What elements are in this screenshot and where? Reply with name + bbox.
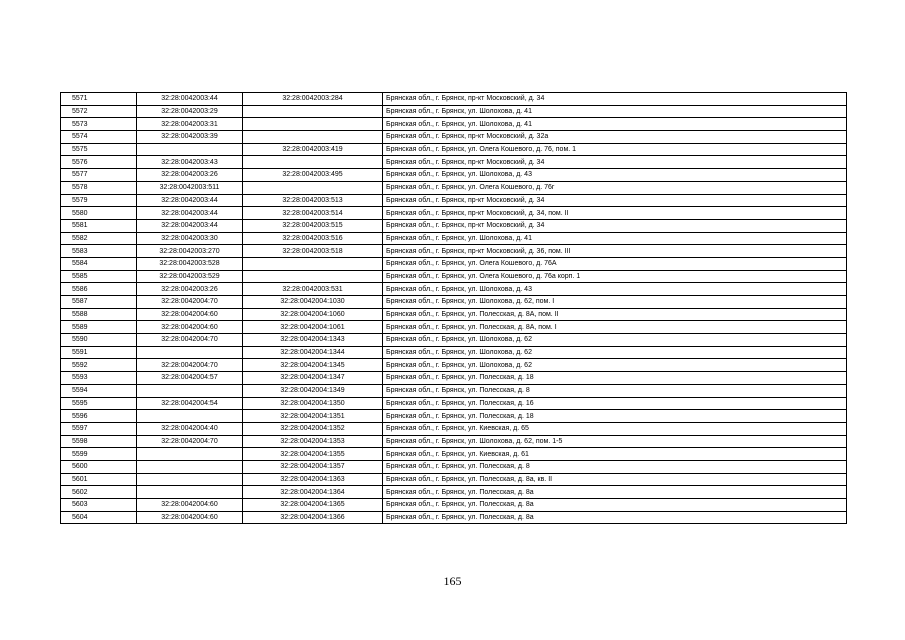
address-cell: Брянская обл., г. Брянск, ул. Шолохова, д. 41 xyxy=(383,105,847,118)
row-number-cell: 5579 xyxy=(61,194,137,207)
cadastral-number-cell: 32:28:0042004:1352 xyxy=(243,422,383,435)
row-number-cell: 5591 xyxy=(61,346,137,359)
table-row xyxy=(61,156,847,169)
table-row xyxy=(61,460,847,473)
table-row xyxy=(61,105,847,118)
address-cell: Брянская обл., г. Брянск, ул. Полесская, д. 8а xyxy=(383,511,847,524)
table-row xyxy=(61,93,847,106)
table-row xyxy=(61,346,847,359)
row-number-cell: 5598 xyxy=(61,435,137,448)
page-number: 165 xyxy=(443,574,462,588)
address-cell: Брянская обл., г. Брянск, ул. Полесская, д. 8А, пом. II xyxy=(383,308,847,321)
cadastral-number-cell: 32:28:0042003:514 xyxy=(243,207,383,220)
address-cell: Брянская обл., г. Брянск, ул. Шолохова, д. 41 xyxy=(383,118,847,131)
table-row xyxy=(61,207,847,220)
address-cell: Брянская обл., г. Брянск, пр-кт Московский, д. 34 xyxy=(383,194,847,207)
table-row xyxy=(61,296,847,309)
row-number-cell: 5588 xyxy=(61,308,137,321)
table-row xyxy=(61,334,847,347)
row-number-cell: 5596 xyxy=(61,410,137,423)
address-cell: Брянская обл., г. Брянск, ул. Шолохова, д. 43 xyxy=(383,283,847,296)
parent-cadastral-number-cell xyxy=(137,448,243,461)
address-cell: Брянская обл., г. Брянск, ул. Олега Кошевого, д. 76г xyxy=(383,181,847,194)
parent-cadastral-number-cell: 32:28:0042003:26 xyxy=(137,283,243,296)
cadastral-number-cell: 32:28:0042004:1343 xyxy=(243,334,383,347)
address-cell: Брянская обл., г. Брянск, ул. Полесская, д. 8 xyxy=(383,460,847,473)
parent-cadastral-number-cell: 32:28:0042004:54 xyxy=(137,397,243,410)
address-cell: Брянская обл., г. Брянск, ул. Шолохова, д. 43 xyxy=(383,169,847,182)
cadastral-number-cell: 32:28:0042004:1364 xyxy=(243,486,383,499)
address-cell: Брянская обл., г. Брянск, пр-кт Московский, д. 34 xyxy=(383,156,847,169)
table-row xyxy=(61,486,847,499)
table-row xyxy=(61,359,847,372)
parent-cadastral-number-cell: 32:28:0042004:70 xyxy=(137,435,243,448)
cadastral-number-cell xyxy=(243,181,383,194)
cadastral-number-cell: 32:28:0042004:1350 xyxy=(243,397,383,410)
row-number-cell: 5580 xyxy=(61,207,137,220)
parent-cadastral-number-cell: 32:28:0042004:70 xyxy=(137,359,243,372)
cadastral-number-cell: 32:28:0042004:1351 xyxy=(243,410,383,423)
parent-cadastral-number-cell: 32:28:0042004:60 xyxy=(137,499,243,512)
parent-cadastral-number-cell: 32:28:0042003:528 xyxy=(137,257,243,270)
table-row xyxy=(61,473,847,486)
parent-cadastral-number-cell: 32:28:0042004:60 xyxy=(137,511,243,524)
cadastral-number-cell: 32:28:0042004:1349 xyxy=(243,384,383,397)
row-number-cell: 5600 xyxy=(61,460,137,473)
parent-cadastral-number-cell: 32:28:0042003:39 xyxy=(137,131,243,144)
parent-cadastral-number-cell: 32:28:0042003:44 xyxy=(137,194,243,207)
cadastral-number-cell xyxy=(243,156,383,169)
row-number-cell: 5599 xyxy=(61,448,137,461)
cadastral-number-cell xyxy=(243,270,383,283)
table-row xyxy=(61,181,847,194)
address-cell: Брянская обл., г. Брянск, ул. Шолохова, д. 62 xyxy=(383,346,847,359)
table-row xyxy=(61,397,847,410)
parent-cadastral-number-cell: 32:28:0042004:57 xyxy=(137,372,243,385)
cadastral-number-cell: 32:28:0042004:1355 xyxy=(243,448,383,461)
table-row xyxy=(61,308,847,321)
row-number-cell: 5574 xyxy=(61,131,137,144)
address-cell: Брянская обл., г. Брянск, ул. Олега Кошевого, д. 76а корп. 1 xyxy=(383,270,847,283)
address-cell: Брянская обл., г. Брянск, ул. Шолохова, д. 62, пом. 1-5 xyxy=(383,435,847,448)
address-cell: Брянская обл., г. Брянск, пр-кт Московский, д. 34 xyxy=(383,219,847,232)
cadastral-number-cell: 32:28:0042003:513 xyxy=(243,194,383,207)
cadastral-number-cell: 32:28:0042003:516 xyxy=(243,232,383,245)
row-number-cell: 5576 xyxy=(61,156,137,169)
row-number-cell: 5587 xyxy=(61,296,137,309)
table-row xyxy=(61,131,847,144)
table-row xyxy=(61,321,847,334)
address-cell: Брянская обл., г. Брянск, ул. Полесская, д. 8а, кв. II xyxy=(383,473,847,486)
cadastral-number-cell: 32:28:0042003:518 xyxy=(243,245,383,258)
row-number-cell: 5575 xyxy=(61,143,137,156)
address-cell: Брянская обл., г. Брянск, ул. Олега Кошевого, д. 76А xyxy=(383,257,847,270)
parent-cadastral-number-cell: 32:28:0042003:44 xyxy=(137,207,243,220)
row-number-cell: 5584 xyxy=(61,257,137,270)
row-number-cell: 5577 xyxy=(61,169,137,182)
parent-cadastral-number-cell: 32:28:0042004:40 xyxy=(137,422,243,435)
parent-cadastral-number-cell: 32:28:0042003:529 xyxy=(137,270,243,283)
address-cell: Брянская обл., г. Брянск, ул. Шолохова, д. 62 xyxy=(383,359,847,372)
cadastral-number-cell: 32:28:0042004:1363 xyxy=(243,473,383,486)
address-cell: Брянская обл., г. Брянск, пр-кт Московский, д. 32а xyxy=(383,131,847,144)
cadastral-number-cell: 32:28:0042004:1060 xyxy=(243,308,383,321)
address-cell: Брянская обл., г. Брянск, пр-кт Московский, д. 34, пом. II xyxy=(383,207,847,220)
cadastral-number-cell: 32:28:0042003:284 xyxy=(243,93,383,106)
row-number-cell: 5601 xyxy=(61,473,137,486)
parent-cadastral-number-cell: 32:28:0042004:60 xyxy=(137,321,243,334)
parent-cadastral-number-cell: 32:28:0042003:511 xyxy=(137,181,243,194)
table-row xyxy=(61,511,847,524)
address-cell: Брянская обл., г. Брянск, ул. Шолохова, д. 41 xyxy=(383,232,847,245)
row-number-cell: 5592 xyxy=(61,359,137,372)
parent-cadastral-number-cell xyxy=(137,346,243,359)
row-number-cell: 5583 xyxy=(61,245,137,258)
cadastral-number-cell: 32:28:0042003:531 xyxy=(243,283,383,296)
address-cell: Брянская обл., г. Брянск, ул. Олега Кошевого, д. 76, пом. 1 xyxy=(383,143,847,156)
cadastral-number-cell: 32:28:0042004:1347 xyxy=(243,372,383,385)
row-number-cell: 5586 xyxy=(61,283,137,296)
address-cell: Брянская обл., г. Брянск, пр-кт Московский, д. 36, пом. III xyxy=(383,245,847,258)
property-table xyxy=(60,92,847,524)
table-row xyxy=(61,118,847,131)
address-cell: Брянская обл., г. Брянск, ул. Полесская, д. 8а xyxy=(383,499,847,512)
cadastral-number-cell: 32:28:0042003:495 xyxy=(243,169,383,182)
cadastral-number-cell xyxy=(243,131,383,144)
parent-cadastral-number-cell xyxy=(137,473,243,486)
address-cell: Брянская обл., г. Брянск, ул. Полесская, д. 18 xyxy=(383,410,847,423)
table-row xyxy=(61,410,847,423)
table-row xyxy=(61,219,847,232)
table-row xyxy=(61,245,847,258)
row-number-cell: 5593 xyxy=(61,372,137,385)
property-table-body xyxy=(61,93,847,524)
parent-cadastral-number-cell: 32:28:0042004:70 xyxy=(137,296,243,309)
row-number-cell: 5590 xyxy=(61,334,137,347)
row-number-cell: 5597 xyxy=(61,422,137,435)
table-row xyxy=(61,194,847,207)
cadastral-number-cell xyxy=(243,105,383,118)
row-number-cell: 5602 xyxy=(61,486,137,499)
parent-cadastral-number-cell: 32:28:0042003:43 xyxy=(137,156,243,169)
row-number-cell: 5578 xyxy=(61,181,137,194)
row-number-cell: 5594 xyxy=(61,384,137,397)
parent-cadastral-number-cell: 32:28:0042003:270 xyxy=(137,245,243,258)
table-row xyxy=(61,384,847,397)
parent-cadastral-number-cell: 32:28:0042003:30 xyxy=(137,232,243,245)
parent-cadastral-number-cell: 32:28:0042004:70 xyxy=(137,334,243,347)
cadastral-number-cell: 32:28:0042004:1345 xyxy=(243,359,383,372)
table-row xyxy=(61,169,847,182)
address-cell: Брянская обл., г. Брянск, ул. Шолохова, д. 62, пом. I xyxy=(383,296,847,309)
table-row xyxy=(61,448,847,461)
table-row xyxy=(61,257,847,270)
parent-cadastral-number-cell xyxy=(137,486,243,499)
cadastral-number-cell: 32:28:0042004:1030 xyxy=(243,296,383,309)
cadastral-number-cell: 32:28:0042004:1357 xyxy=(243,460,383,473)
cadastral-number-cell: 32:28:0042004:1344 xyxy=(243,346,383,359)
address-cell: Брянская обл., г. Брянск, пр-кт Московский, д. 34 xyxy=(383,93,847,106)
parent-cadastral-number-cell xyxy=(137,143,243,156)
row-number-cell: 5582 xyxy=(61,232,137,245)
cadastral-number-cell: 32:28:0042004:1061 xyxy=(243,321,383,334)
parent-cadastral-number-cell xyxy=(137,460,243,473)
parent-cadastral-number-cell: 32:28:0042003:31 xyxy=(137,118,243,131)
row-number-cell: 5589 xyxy=(61,321,137,334)
cadastral-number-cell: 32:28:0042004:1366 xyxy=(243,511,383,524)
table-row xyxy=(61,422,847,435)
table-row xyxy=(61,270,847,283)
parent-cadastral-number-cell: 32:28:0042003:29 xyxy=(137,105,243,118)
address-cell: Брянская обл., г. Брянск, ул. Шолохова, д. 62 xyxy=(383,334,847,347)
row-number-cell: 5603 xyxy=(61,499,137,512)
cadastral-number-cell: 32:28:0042003:419 xyxy=(243,143,383,156)
table-row xyxy=(61,372,847,385)
row-number-cell: 5604 xyxy=(61,511,137,524)
parent-cadastral-number-cell: 32:28:0042003:44 xyxy=(137,219,243,232)
address-cell: Брянская обл., г. Брянск, ул. Киевская, д. 65 xyxy=(383,422,847,435)
row-number-cell: 5573 xyxy=(61,118,137,131)
parent-cadastral-number-cell xyxy=(137,410,243,423)
cadastral-number-cell xyxy=(243,257,383,270)
row-number-cell: 5585 xyxy=(61,270,137,283)
table-row xyxy=(61,283,847,296)
row-number-cell: 5571 xyxy=(61,93,137,106)
parent-cadastral-number-cell: 32:28:0042003:26 xyxy=(137,169,243,182)
parent-cadastral-number-cell: 32:28:0042003:44 xyxy=(137,93,243,106)
cadastral-number-cell: 32:28:0042003:515 xyxy=(243,219,383,232)
cadastral-number-cell: 32:28:0042004:1353 xyxy=(243,435,383,448)
cadastral-number-cell: 32:28:0042004:1365 xyxy=(243,499,383,512)
address-cell: Брянская обл., г. Брянск, ул. Полесская, д. 16 xyxy=(383,397,847,410)
address-cell: Брянская обл., г. Брянск, ул. Полесская, д. 8а xyxy=(383,486,847,499)
parent-cadastral-number-cell xyxy=(137,384,243,397)
address-cell: Брянская обл., г. Брянск, ул. Полесская, д. 18 xyxy=(383,372,847,385)
row-number-cell: 5595 xyxy=(61,397,137,410)
cadastral-number-cell xyxy=(243,118,383,131)
row-number-cell: 5572 xyxy=(61,105,137,118)
table-row xyxy=(61,499,847,512)
parent-cadastral-number-cell: 32:28:0042004:60 xyxy=(137,308,243,321)
row-number-cell: 5581 xyxy=(61,219,137,232)
table-row xyxy=(61,232,847,245)
address-cell: Брянская обл., г. Брянск, ул. Полесская, д. 8А, пом. I xyxy=(383,321,847,334)
address-cell: Брянская обл., г. Брянск, ул. Киевская, д. 61 xyxy=(383,448,847,461)
table-row xyxy=(61,435,847,448)
table-row xyxy=(61,143,847,156)
address-cell: Брянская обл., г. Брянск, ул. Полесская, д. 8 xyxy=(383,384,847,397)
